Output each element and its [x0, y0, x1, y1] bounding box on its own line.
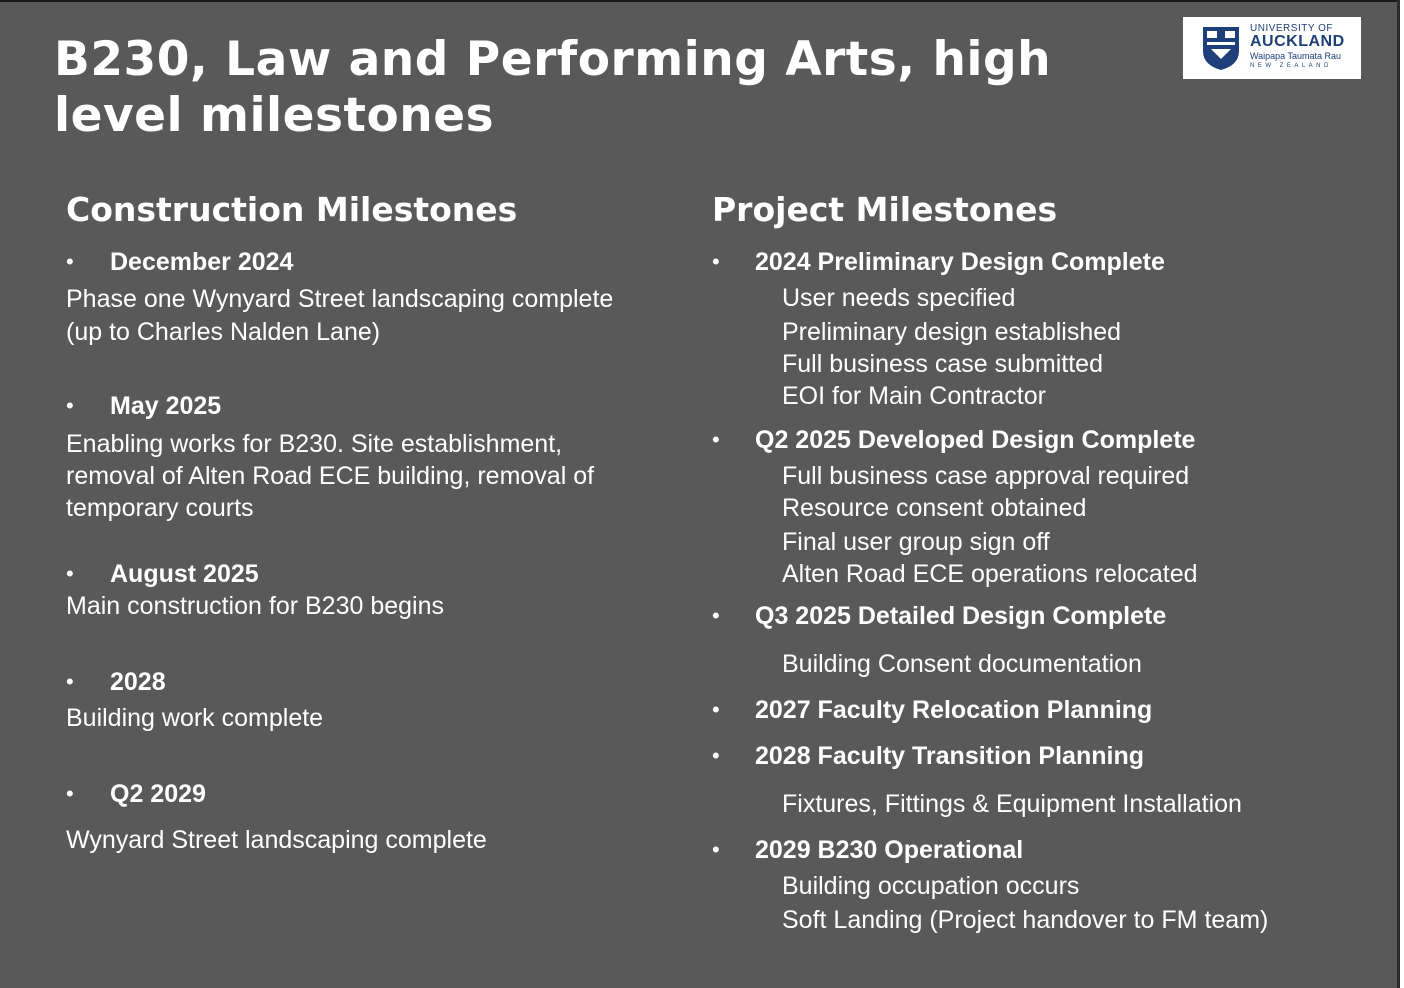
construction-text: removal of Alten Road ECE building, removal of [66, 462, 595, 490]
project-sub-item: User needs specified [782, 284, 1016, 312]
project-sub-item: Full business case submitted [782, 350, 1103, 378]
construction-heading: Construction Milestones [66, 190, 518, 229]
logo-line-1: UNIVERSITY OF [1250, 23, 1333, 34]
bullet: • [712, 697, 720, 722]
project-sub-item: Final user group sign off [782, 528, 1050, 556]
project-milestone-title: 2027 Faculty Relocation Planning [755, 696, 1153, 724]
construction-text: Enabling works for B230. Site establishment, [66, 430, 563, 458]
project-sub-item: Resource consent obtained [782, 494, 1087, 522]
bullet: • [66, 393, 74, 418]
project-milestone-title: 2029 B230 Operational [755, 836, 1024, 864]
right-edge [1400, 0, 1404, 988]
bullet: • [712, 743, 720, 768]
project-sub-item: Preliminary design established [782, 318, 1122, 346]
project-sub-item: Building occupation occurs [782, 872, 1080, 900]
top-border [0, 0, 1404, 2]
crest-icon [1201, 25, 1241, 71]
bullet: • [712, 249, 720, 274]
project-sub-item: Alten Road ECE operations relocated [782, 560, 1198, 588]
project-sub-item: Full business case approval required [782, 462, 1190, 490]
bullet: • [66, 781, 74, 806]
construction-text: Phase one Wynyard Street landscaping complete [66, 285, 614, 313]
project-sub-item: EOI for Main Contractor [782, 382, 1046, 410]
logo-line-4: NEW ZEALAND [1250, 63, 1332, 69]
construction-date: May 2025 [110, 392, 222, 420]
logo-line-2: AUCKLAND [1250, 33, 1345, 50]
construction-date: August 2025 [110, 560, 259, 588]
university-logo [1183, 17, 1361, 79]
project-sub-item: Building Consent documentation [782, 650, 1142, 678]
bullet: • [712, 603, 720, 628]
bullet: • [66, 561, 74, 586]
project-sub-item: Soft Landing (Project handover to FM team) [782, 906, 1269, 934]
construction-date: Q2 2029 [110, 780, 206, 808]
construction-text: temporary courts [66, 494, 254, 522]
bullet: • [712, 837, 720, 862]
project-heading: Project Milestones [712, 190, 1058, 229]
construction-text: (up to Charles Nalden Lane) [66, 318, 381, 346]
bullet: • [66, 249, 74, 274]
construction-text: Wynyard Street landscaping complete [66, 826, 487, 854]
project-milestone-title: 2028 Faculty Transition Planning [755, 742, 1144, 770]
construction-date: 2028 [110, 668, 166, 696]
project-milestone-title: Q3 2025 Detailed Design Complete [755, 602, 1167, 630]
project-milestone-title: 2024 Preliminary Design Complete [755, 248, 1165, 276]
project-sub-item: Fixtures, Fittings & Equipment Installation [782, 790, 1242, 818]
construction-date: December 2024 [110, 248, 294, 276]
project-milestone-title: Q2 2025 Developed Design Complete [755, 426, 1196, 454]
bullet: • [66, 669, 74, 694]
construction-text: Building work complete [66, 704, 324, 732]
logo-line-3: Waipapa Taumata Rau [1250, 51, 1342, 61]
bullet: • [712, 427, 720, 452]
slide-title: B230, Law and Performing Arts, high level milestones [54, 32, 1052, 143]
construction-text: Main construction for B230 begins [66, 592, 444, 620]
